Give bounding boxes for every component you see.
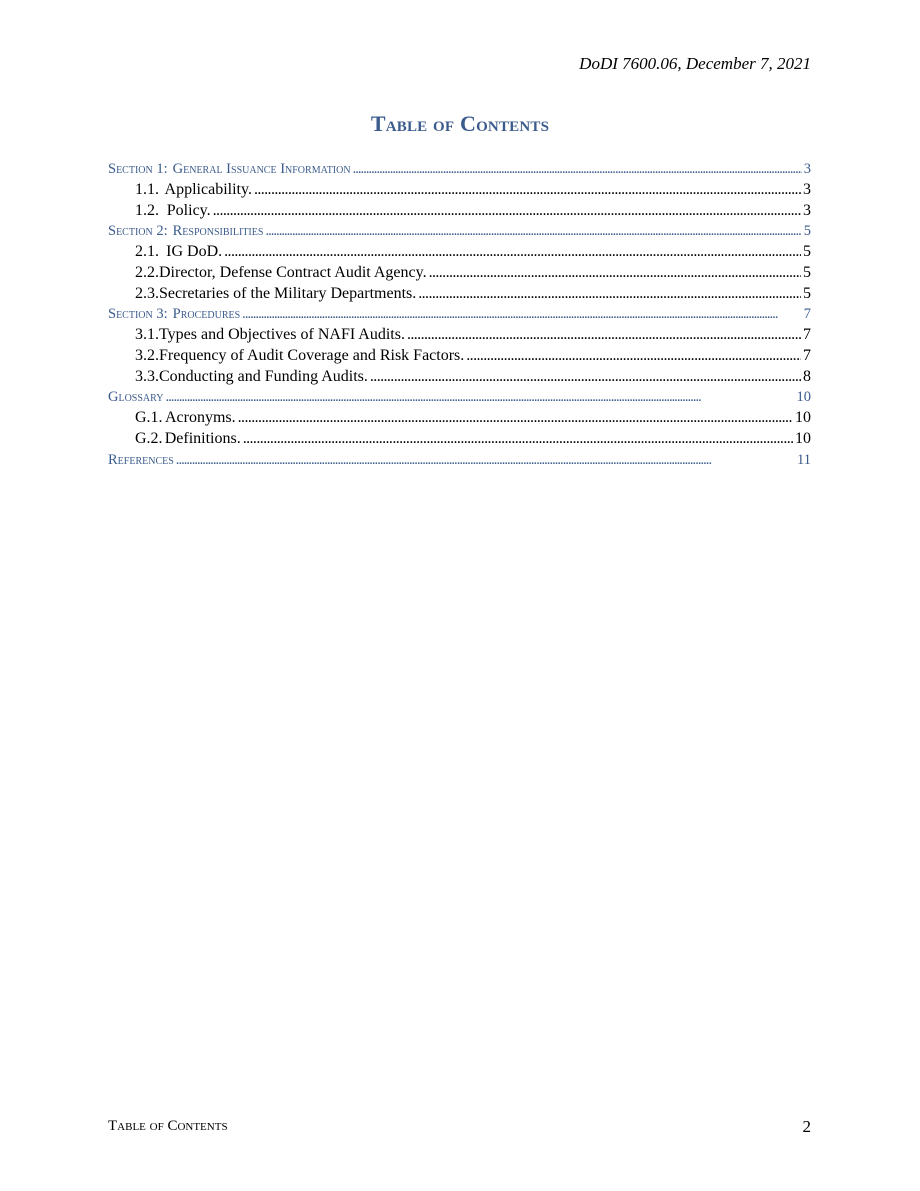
toc-entry-page: 5 — [803, 243, 811, 260]
toc-entry-page: 3 — [803, 161, 811, 177]
toc-entry-page: 5 — [803, 263, 811, 281]
toc-entry-label: Definitions. — [164, 429, 241, 447]
toc-dot-leader — [166, 387, 795, 408]
toc-entry-number: 2.2. — [135, 263, 159, 281]
toc-entry-number: 2.1. — [135, 243, 159, 260]
toc-entry-page: 10 — [796, 389, 811, 406]
toc-subsection-entry[interactable] — [108, 325, 811, 346]
toc-entry-label: References — [108, 451, 174, 468]
toc-section-entry[interactable] — [108, 221, 811, 242]
toc-subsection-entry[interactable] — [108, 346, 811, 367]
toc-entry-label: Secretaries of the Military Departments. — [159, 284, 417, 302]
toc-dot-leader — [238, 408, 793, 429]
toc-entry-label: Glossary — [108, 389, 164, 406]
toc-dot-leader — [243, 429, 793, 450]
toc-dot-leader — [407, 325, 801, 346]
toc-subsection-entry[interactable] — [108, 429, 811, 450]
toc-subsection-entry[interactable] — [108, 180, 811, 201]
toc-entry-label: Procedures — [172, 306, 241, 323]
toc-entry-page: 7 — [803, 306, 811, 323]
toc-dot-leader — [429, 263, 801, 284]
toc-entry-number: 1.1. — [135, 180, 159, 198]
toc-section-entry[interactable] — [108, 387, 811, 408]
toc-section-entry[interactable] — [108, 304, 811, 325]
toc-dot-leader — [466, 346, 801, 367]
toc-dot-leader — [213, 201, 801, 222]
footer-page-number: 2 — [802, 1117, 811, 1136]
toc-subsection-entry[interactable] — [108, 284, 811, 305]
toc-subsection-entry[interactable] — [108, 242, 811, 263]
toc-entry-label: Frequency of Audit Coverage and Risk Factors. — [159, 346, 465, 364]
toc-subsection-entry[interactable] — [108, 263, 811, 284]
toc-entry-number: 3.2. — [135, 346, 159, 364]
toc-entry-number: G.1. — [135, 409, 163, 426]
toc-dot-leader — [254, 180, 801, 201]
toc-subsection-entry[interactable] — [108, 367, 811, 388]
toc-entry-label: Responsibilities — [172, 223, 264, 240]
toc-entry-page: 8 — [803, 367, 811, 385]
toc-entry-label: Director, Defense Contract Audit Agency. — [159, 263, 427, 281]
toc-dot-leader — [224, 242, 801, 263]
toc-entry-number: G.2. — [135, 429, 163, 447]
toc-entry-label: Conducting and Funding Audits. — [159, 367, 368, 385]
toc-entry-page: 7 — [803, 346, 811, 364]
page-header: DoDI 7600.06, December 7, 2021 — [579, 54, 811, 73]
toc-dot-leader — [353, 159, 802, 180]
toc-section-entry[interactable] — [108, 450, 811, 471]
toc-section-entry[interactable] — [108, 159, 811, 180]
toc-entry-label: IG DoD. — [166, 243, 223, 260]
toc-entry-number: Section 2: — [108, 223, 168, 240]
toc-entry-page: 3 — [803, 180, 811, 198]
toc-entry-page: 7 — [803, 326, 811, 343]
table-of-contents — [108, 159, 811, 470]
toc-entry-number: 3.1. — [135, 326, 159, 343]
toc-dot-leader — [265, 221, 801, 242]
toc-entry-page: 5 — [803, 284, 811, 302]
toc-entry-label: Types and Objectives of NAFI Audits. — [159, 326, 405, 343]
toc-entry-label: General Issuance Information — [172, 161, 351, 177]
toc-entry-page: 10 — [795, 409, 811, 426]
toc-entry-number: Section 1: — [108, 161, 168, 177]
toc-dot-leader — [418, 284, 801, 305]
toc-entry-number: 3.3. — [135, 367, 159, 385]
footer-section-name: Table of Contents — [108, 1118, 228, 1134]
toc-entry-number: 1.2. — [135, 201, 159, 219]
toc-entry-label: Applicability. — [164, 180, 252, 198]
toc-title: Table of Contents — [370, 111, 550, 136]
toc-entry-number: Section 3: — [108, 306, 168, 323]
toc-subsection-entry[interactable] — [108, 201, 811, 222]
toc-dot-leader — [176, 450, 795, 471]
toc-entry-number: 2.3. — [135, 284, 159, 302]
toc-dot-leader — [370, 367, 801, 388]
toc-entry-page: 3 — [803, 201, 811, 219]
toc-entry-page: 11 — [797, 451, 811, 468]
toc-dot-leader — [242, 304, 802, 325]
toc-entry-label: Policy. — [166, 201, 211, 219]
toc-subsection-entry[interactable] — [108, 408, 811, 429]
toc-entry-page: 10 — [795, 429, 811, 447]
toc-entry-page: 5 — [803, 223, 811, 240]
toc-entry-label: Acronyms. — [165, 409, 236, 426]
